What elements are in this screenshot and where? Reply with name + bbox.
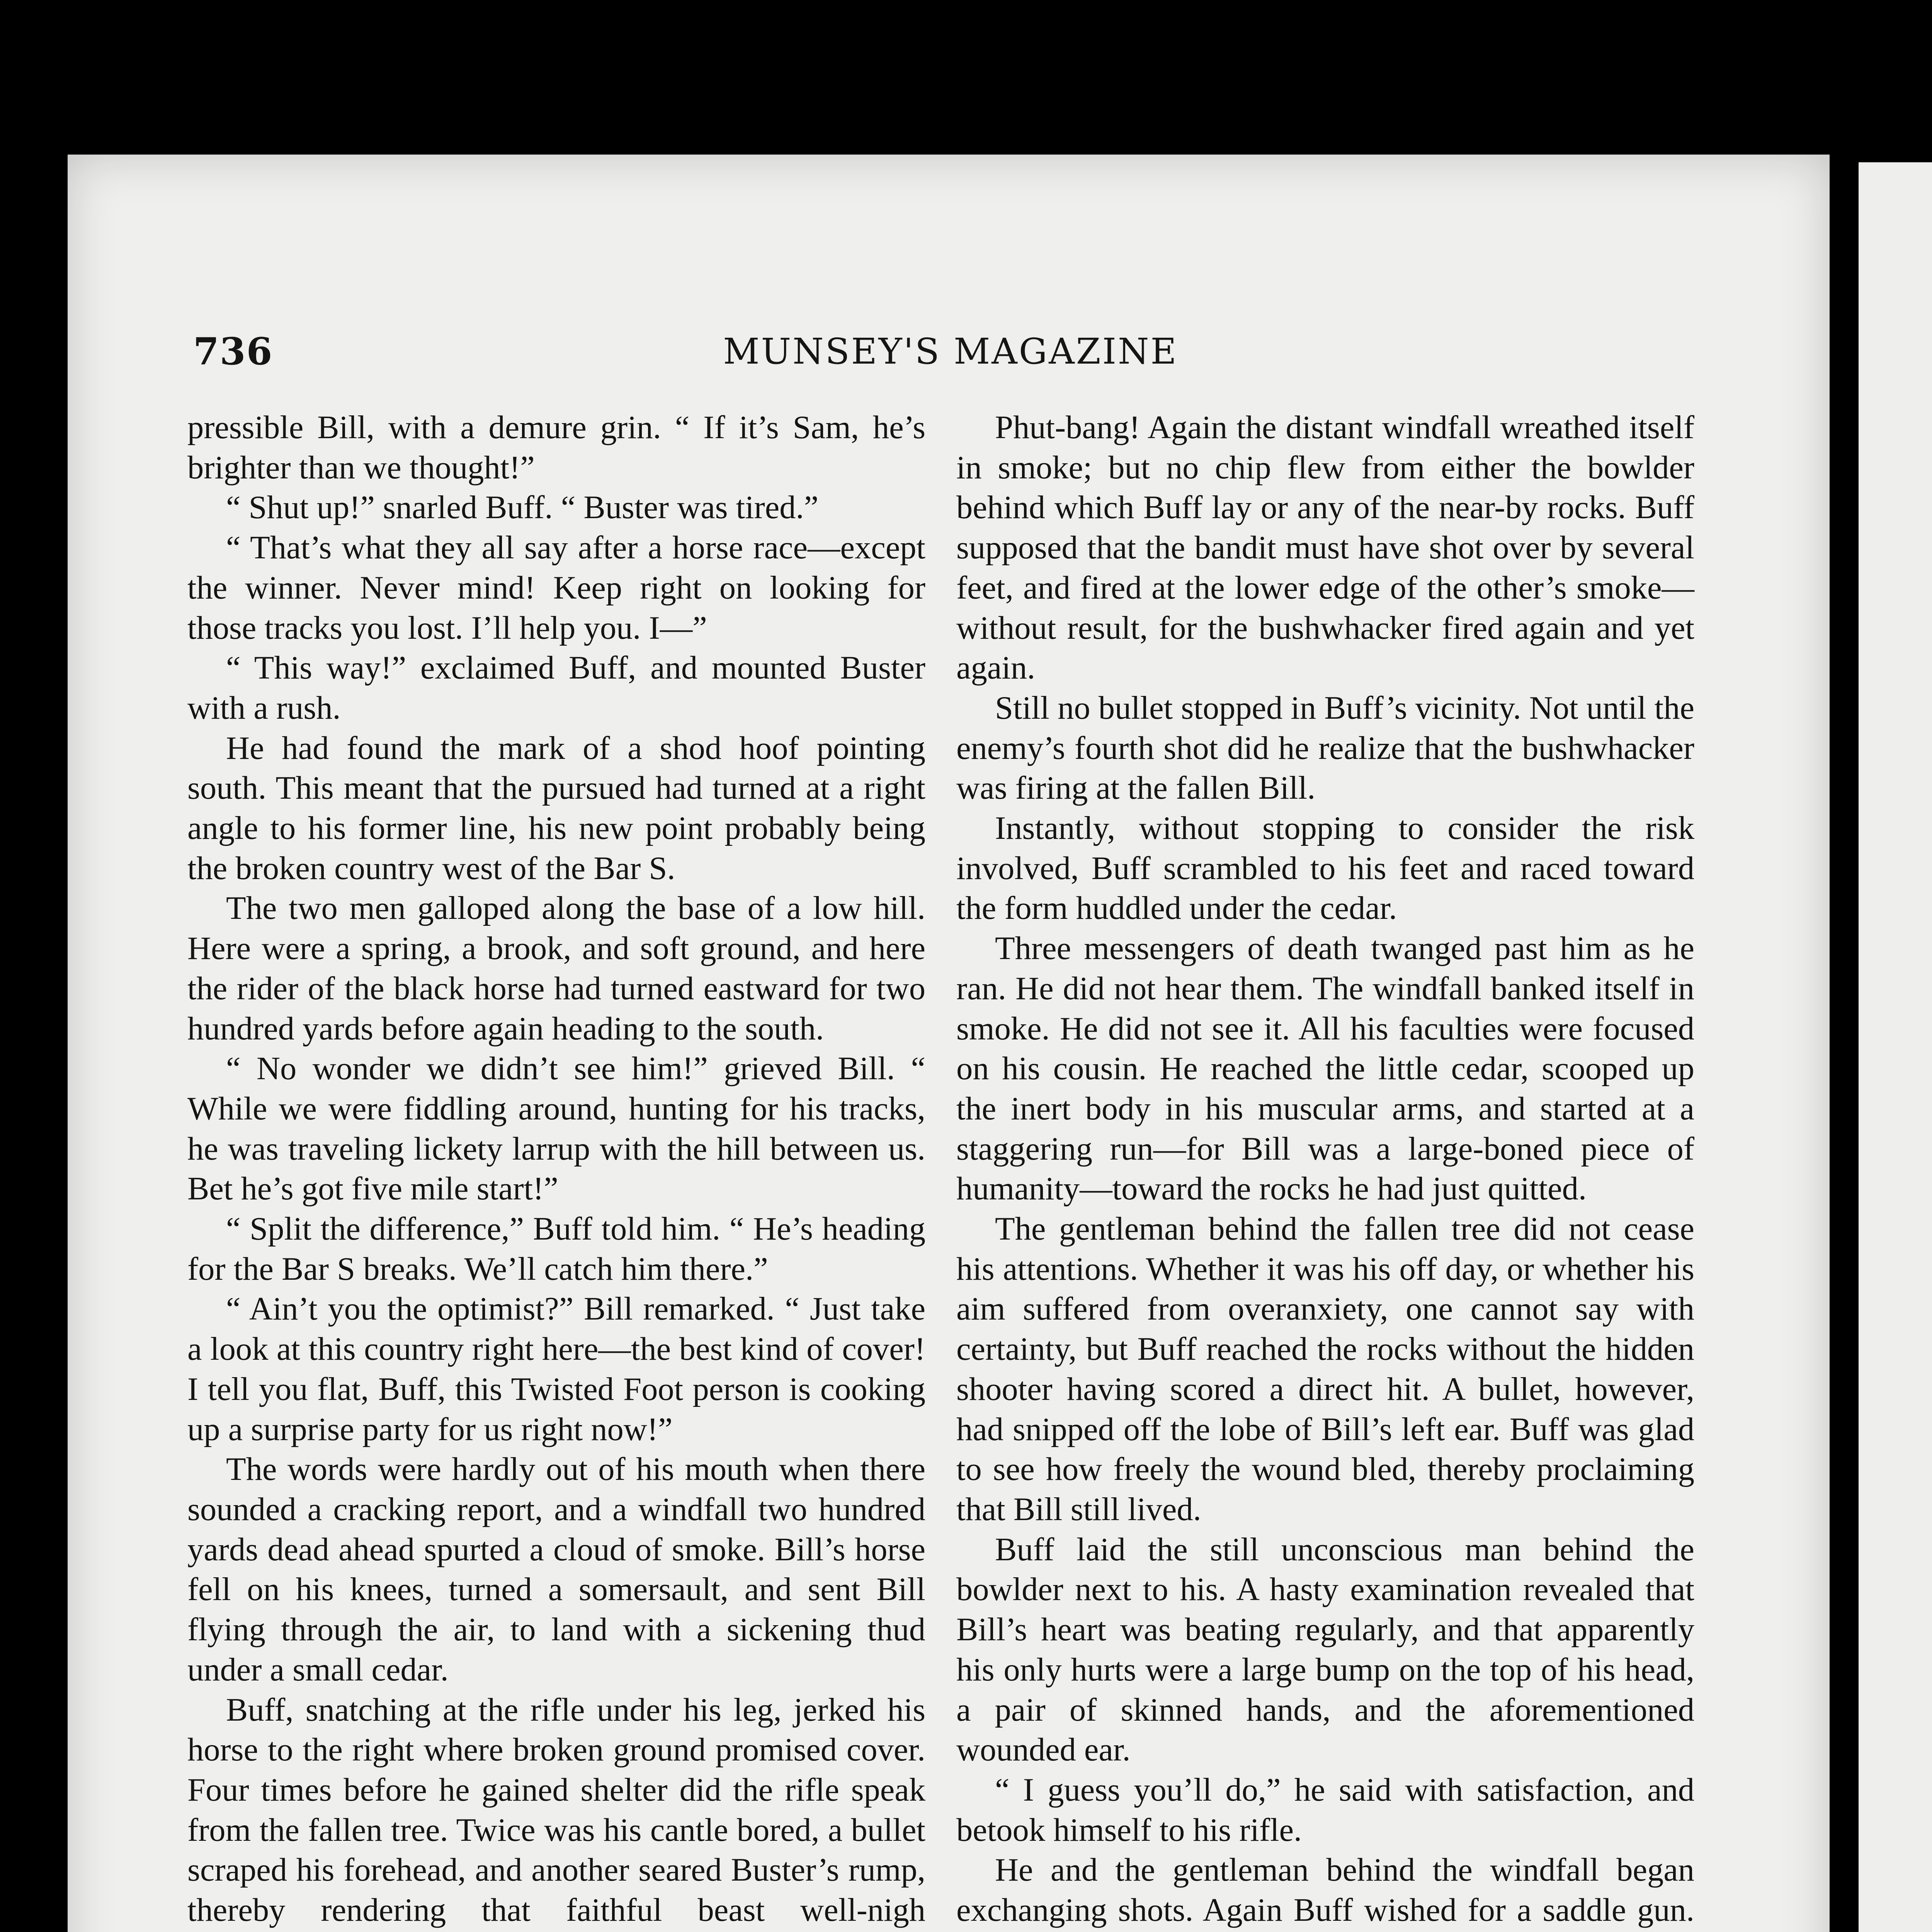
paragraph: Phut-bang! Again the distant windfall wreathed itself in smoke; but no chip flew from either the bowlder behind which Buff lay or any of the near-by rocks. Buff supposed that the bandit must have shot over by several feet, and fired at the lower edge of the other’s smoke—without result, for the bushwhacker fired again and yet again. [956, 410, 1694, 686]
adjacent-page-edge [1859, 162, 1932, 1932]
running-head [124, 328, 1689, 375]
paragraph: The words were hardly out of his mouth when there sounded a cracking report, and a windfall two hundred yards dead ahead spurted a cloud of smoke. Bill’s horse fell on his knees, turned a somersault, and sent Bill flying through the air, to land with a sickening thud under a small cedar. [187, 1451, 925, 1688]
page-number: 736 [193, 330, 273, 373]
paragraph: “ I guess you’ll do,” he said with satisfaction, and betook himself to his rifle. [956, 1772, 1694, 1848]
magazine-title: MUNSEY'S MAGAZINE [723, 331, 1178, 372]
paragraph: Still no bullet stopped in Buff’s vicinity. Not until the enemy’s fourth shot did he realize that the bushwhacker was firing at the fallen Bill. [956, 690, 1694, 806]
paragraph: “ Split the difference,” Buff told him. “ He’s heading for the Bar S breaks. We’ll catch him there.” [187, 1211, 925, 1287]
paragraph: Buff, snatching at the rifle under his leg, jerked his horse to the right where broken ground promised cover. Four times before he gained shelter did the rifle speak from the fallen tree. Twice was his cantle bored, a bullet scraped his forehead, and another seared Buster’s rump, thereby rendering that faithful beast well-nigh [187, 1692, 925, 1929]
paragraph: He and the gentleman behind the windfall began exchanging shots. Again Buff wished for a saddle gun. [956, 1852, 1694, 1929]
text-column-right [956, 408, 1694, 1932]
paragraph: Buff laid the still unconscious man behind the bowlder next to his. A hasty examination revealed that Bill’s heart was beating regularly, and that apparently his only hurts were a large bump on the top of his head, a pair of skinned hands, and the aforementioned wounded ear. [956, 1531, 1694, 1768]
paragraph: The two men galloped along the base of a low hill. Here were a spring, a brook, and soft ground, and here the rider of the black horse had turned eastward for two hundred yards before again heading to the south. [187, 890, 925, 1047]
paragraph: Instantly, without stopping to consider the risk involved, Buff scrambled to his feet and raced toward the form huddled under the cedar. [956, 810, 1694, 927]
paragraph: Three messengers of death twanged past him as he ran. He did not hear them. The windfall banked itself in smoke. He did not see it. All his faculties were focused on his cousin. He reached the little cedar, scooped up the inert body in his muscular arms, and started at a staggering run—for Bill was a large-boned piece of humanity—toward the rocks he had just quitted. [956, 930, 1694, 1207]
paragraph: He had found the mark of a shod hoof pointing south. This meant that the pursued had turned at a right angle to his former line, his new point probably being the broken country west of the Bar S. [187, 730, 925, 886]
paragraph: The gentleman behind the fallen tree did not cease his attentions. Whether it was his off day, or whether his aim suffered from overanxiety, one cannot say with certainty, but Buff reached the rocks without the hidden shooter having scored a direct hit. A bullet, however, had snipped off the lobe of Bill’s left ear. Buff was glad to see how freely the wound bled, thereby proclaiming that Bill still lived. [956, 1211, 1694, 1527]
text-column-left [187, 408, 925, 1932]
paragraph: pressible Bill, with a demure grin. “ If it’s Sam, he’s brighter than we thought!” [187, 410, 925, 486]
paragraph: “ Ain’t you the optimist?” Bill remarked. “ Just take a look at this country right here—the best kind of cover! I tell you flat, Buff, this Twisted Foot person is cooking up a surprise party for us right now!” [187, 1291, 925, 1447]
paragraph: “ This way!” exclaimed Buff, and mounted Buster with a rush. [187, 650, 925, 726]
paragraph: “ Shut up!” snarled Buff. “ Buster was tired.” [226, 490, 819, 526]
paragraph: “ No wonder we didn’t see him!” grieved Bill. “ While we were fiddling around, hunting for his tracks, he was traveling lickety larrup with the hill between us. Bet he’s got five mile start!” [187, 1051, 925, 1207]
paragraph: “ That’s what they all say after a horse race—except the winner. Never mind! Keep right on looking for those tracks you lost. I’ll help you. I—” [187, 530, 925, 646]
